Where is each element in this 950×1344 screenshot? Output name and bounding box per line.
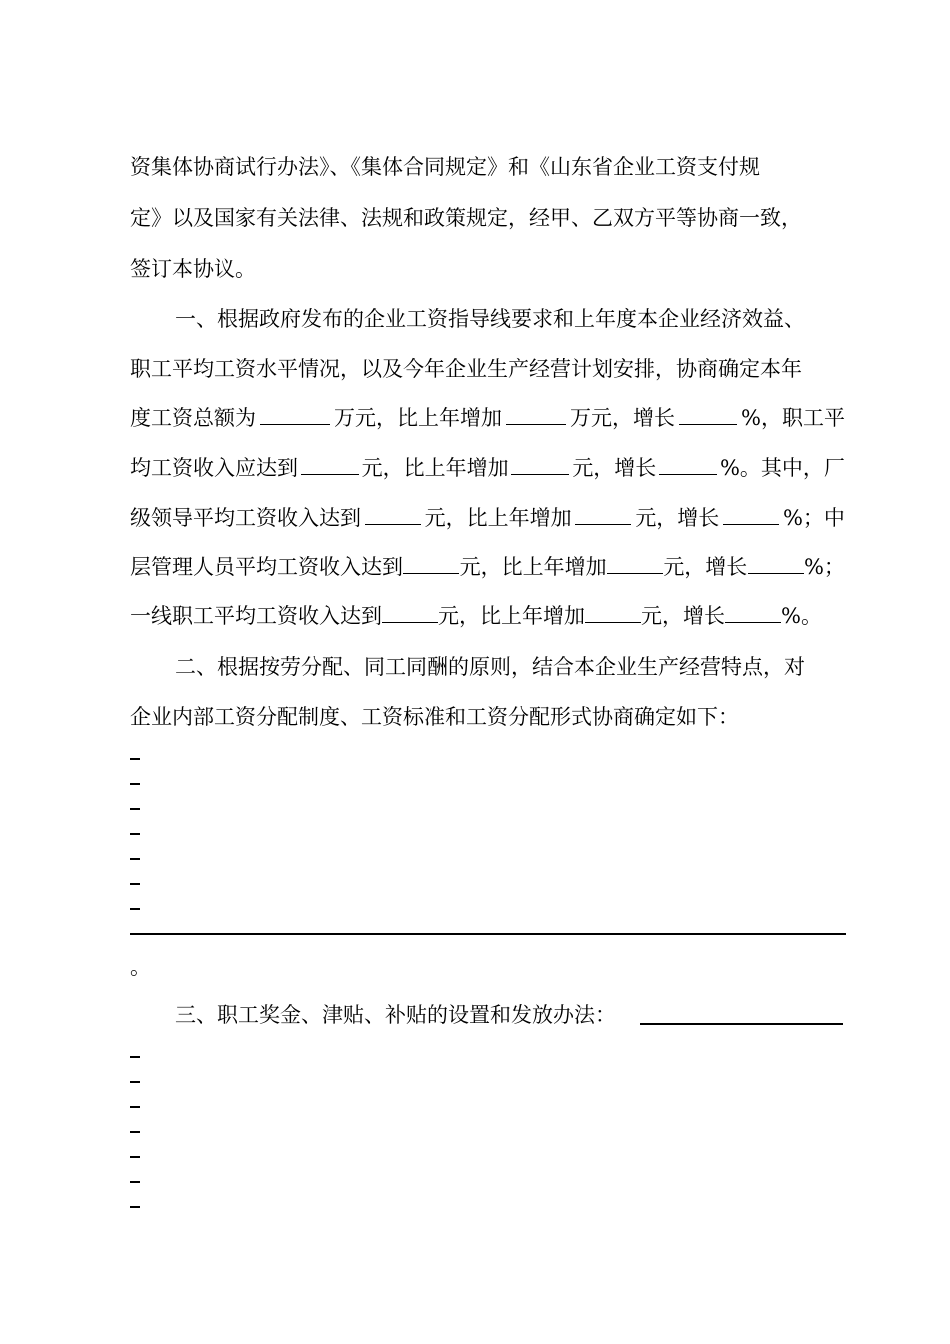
fill-blank-leader-income[interactable] [365, 506, 421, 525]
text: 均工资收入应达到 [130, 456, 298, 480]
fill-line-dash[interactable] [130, 908, 140, 910]
text: %；中 [782, 506, 845, 530]
fill-line-dash[interactable] [130, 1206, 140, 1208]
text: 元，比上年增加 [361, 456, 509, 480]
text: 元，比上年增加 [438, 604, 585, 628]
section-1-first-line [175, 307, 845, 331]
fill-blank-avg-growth[interactable] [659, 456, 717, 475]
paragraph-line [130, 506, 845, 530]
text: 元，比上年增加 [459, 555, 607, 579]
paragraph-line [130, 705, 845, 729]
fill-blank-manager-increase[interactable] [607, 555, 663, 574]
fill-blank-avg-increase[interactable] [511, 456, 569, 475]
paragraph-line [130, 155, 845, 179]
fill-blank-growth[interactable] [679, 406, 737, 425]
fill-line-dash[interactable] [130, 858, 140, 860]
fill-blank-avg-income[interactable] [301, 456, 359, 475]
text: %； [803, 555, 845, 579]
text: 元，比上年增加 [424, 506, 572, 530]
section-3-first-line [175, 1003, 635, 1027]
fill-line-dash[interactable] [130, 783, 140, 785]
text: 三、职工奖金、津贴、补贴的设置和发放办法： [175, 1003, 616, 1027]
text: 万元，增长 [570, 406, 675, 430]
text: 签订本协议。 [130, 257, 256, 281]
text: 级领导平均工资收入达到 [130, 506, 361, 530]
fill-blank-leader-growth[interactable] [723, 506, 779, 525]
text: 一线职工平均工资收入达到 [130, 604, 382, 628]
text: %，职工平 [741, 406, 845, 430]
text: 企业内部工资分配制度、工资标准和工资分配形式协商确定如下： [130, 705, 739, 729]
text: 元，增长 [663, 555, 748, 579]
fill-line-dash[interactable] [130, 1131, 140, 1133]
text: 元，增长 [572, 456, 657, 480]
text: 万元，比上年增加 [334, 406, 502, 430]
text: 二、根据按劳分配、同工同酬的原则，结合本企业生产经营特点，对 [175, 655, 805, 679]
fill-blank-frontline-increase[interactable] [585, 604, 641, 623]
text: 层管理人员平均工资收入达到 [130, 555, 403, 579]
text: %。 [781, 604, 822, 628]
paragraph-line [130, 406, 845, 430]
text: 定》以及国家有关法律、法规和政策规定，经甲、乙双方平等协商一致， [130, 206, 802, 230]
fill-blank-frontline-income[interactable] [382, 604, 438, 623]
fill-line-dash[interactable] [130, 1181, 140, 1183]
text: 职工平均工资水平情况，以及今年企业生产经营计划安排，协商确定本年 [130, 357, 802, 381]
fill-line-dash[interactable] [130, 1156, 140, 1158]
text: 度工资总额为 [130, 406, 256, 430]
text: 资集体协商试行办法》、《集体合同规定》和《山东省企业工资支付规 [130, 155, 760, 179]
fill-line-full[interactable] [130, 933, 846, 935]
fill-line-dash[interactable] [130, 1106, 140, 1108]
section-2-first-line [175, 655, 845, 679]
paragraph-line [130, 555, 845, 579]
fill-blank-total-wage[interactable] [260, 406, 330, 425]
paragraph-line [130, 456, 845, 480]
fill-line-dash[interactable] [130, 883, 140, 885]
paragraph-line [130, 257, 845, 281]
text: 元，增长 [635, 506, 720, 530]
fill-blank-frontline-growth[interactable] [725, 604, 781, 623]
text: %。其中，厂 [719, 456, 845, 480]
fill-blank-leader-increase[interactable] [575, 506, 631, 525]
paragraph-line [130, 357, 845, 381]
fill-line-dash[interactable] [130, 1056, 140, 1058]
paragraph-line [130, 604, 845, 628]
paragraph-line [130, 206, 845, 230]
fill-line-dash[interactable] [130, 808, 140, 810]
text: 一、根据政府发布的企业工资指导线要求和上年度本企业经济效益、 [175, 307, 805, 331]
fill-blank-manager-growth[interactable] [748, 555, 804, 574]
fill-blank-bonus-method[interactable] [640, 1023, 843, 1025]
fill-blank-increase[interactable] [506, 406, 566, 425]
fill-line-dash[interactable] [130, 758, 140, 760]
fill-line-dash[interactable] [130, 1081, 140, 1083]
text: 元，增长 [641, 604, 725, 628]
paragraph-line [130, 955, 845, 979]
text: 。 [130, 955, 151, 979]
fill-line-dash[interactable] [130, 833, 140, 835]
fill-blank-manager-income[interactable] [403, 555, 459, 574]
